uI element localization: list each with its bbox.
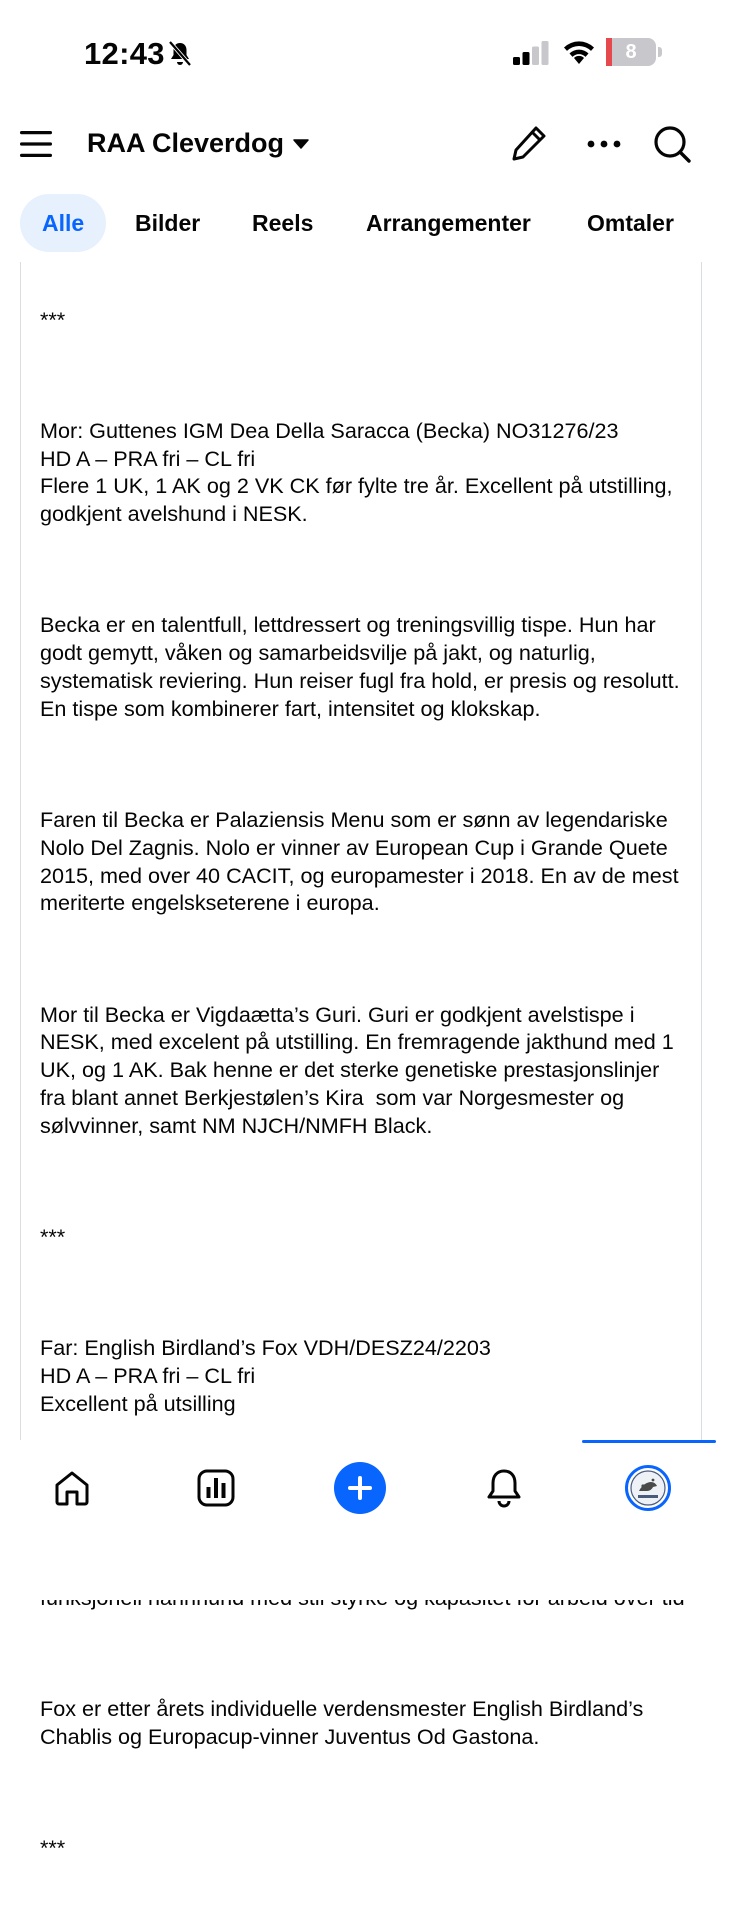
post-card	[20, 262, 702, 1861]
wifi-icon	[562, 38, 596, 66]
post-separator: ***	[40, 1223, 66, 1249]
page-switcher[interactable]	[87, 128, 310, 159]
tab-omtaler[interactable]: Omtaler	[587, 210, 674, 236]
home-icon[interactable]	[42, 1458, 102, 1518]
page-header	[0, 110, 736, 186]
status-bar	[0, 0, 736, 110]
post-separator: ***	[40, 1835, 66, 1861]
post-paragraph-fox-lineage: Fox er etter årets individuelle verdensmester English Birdland’s Chablis og Europacup-vinner Juventus Od Gastona.	[40, 1696, 650, 1750]
post-paragraph-sire: Far: English Birdland’s Fox VDH/DESZ24/2203 HD A – PRA fri – CL fri Excellent på utsilling	[40, 1335, 491, 1416]
tab-arrangementer[interactable]: Arrangementer	[366, 210, 531, 236]
bottom-nav	[0, 1440, 736, 1600]
tab-reels[interactable]: Reels	[252, 210, 314, 236]
dashboard-icon[interactable]	[186, 1458, 246, 1518]
search-icon[interactable]	[652, 124, 692, 164]
post-separator: ***	[40, 306, 66, 332]
post-text	[40, 250, 690, 1918]
profile-avatar[interactable]	[618, 1458, 678, 1518]
tab-bilder[interactable]: Bilder	[135, 210, 201, 236]
edit-icon[interactable]	[510, 124, 548, 162]
club-logo	[629, 1469, 667, 1507]
battery-level: 8	[625, 41, 637, 63]
page-title: RAA Cleverdog	[87, 128, 285, 158]
notifications-icon[interactable]	[474, 1458, 534, 1518]
post-paragraph-becka-dam: Mor til Becka er Vigdaætta’s Guri. Guri er godkjent avelstispe i NESK, med excelent på utstilling. En fremragende jakthund med 1 UK, og 1 AK. Bak henne er det sterke genetiske prestasjonslinjer fra blant annet Berkjestølen’s Kira som var Norgesmester og sølvvinner, samt NM NJCH/NMFH Black.	[40, 1001, 680, 1138]
post-paragraph-becka-sire: Faren til Becka er Palaziensis Menu som er sønn av legendariske Nolo Del Zagnis. Nolo er vinner av European Cup i Grande Quete 2015, med over 40 CACIT, og europamester i 2018. En av de mest meriterte engelskseterene i europa.	[40, 806, 685, 916]
signal-icon	[513, 41, 549, 65]
post-paragraph-dam: Mor: Guttenes IGM Dea Della Saracca (Becka) NO31276/23 HD A – PRA fri – CL fri Flere 1 UK, 1 AK og 2 VK CK før fylte tre år. Excellent på utstilling, godkjent avelshund i NESK.	[40, 417, 673, 527]
status-time: 12:43	[84, 36, 165, 71]
battery-icon	[606, 38, 662, 66]
more-icon[interactable]	[586, 132, 622, 156]
menu-icon[interactable]	[18, 126, 54, 162]
bell-off-icon	[167, 40, 193, 68]
create-icon[interactable]	[330, 1458, 390, 1518]
post-paragraph-becka: Becka er en talentfull, lettdressert og treningsvillig tispe. Hun har godt gemytt, våken og samarbeidsvilje på jakt, og naturlig, systematisk reviering. Hun reiser fugl fra hold, er presis og resolutt. En tispe som kombinerer fart, intensitet og klokskap.	[40, 612, 686, 721]
tab-alle[interactable]: Alle	[20, 194, 106, 252]
filter-tabs	[0, 194, 736, 256]
active-tab-indicator	[582, 1440, 716, 1443]
chevron-down-icon	[292, 138, 310, 150]
